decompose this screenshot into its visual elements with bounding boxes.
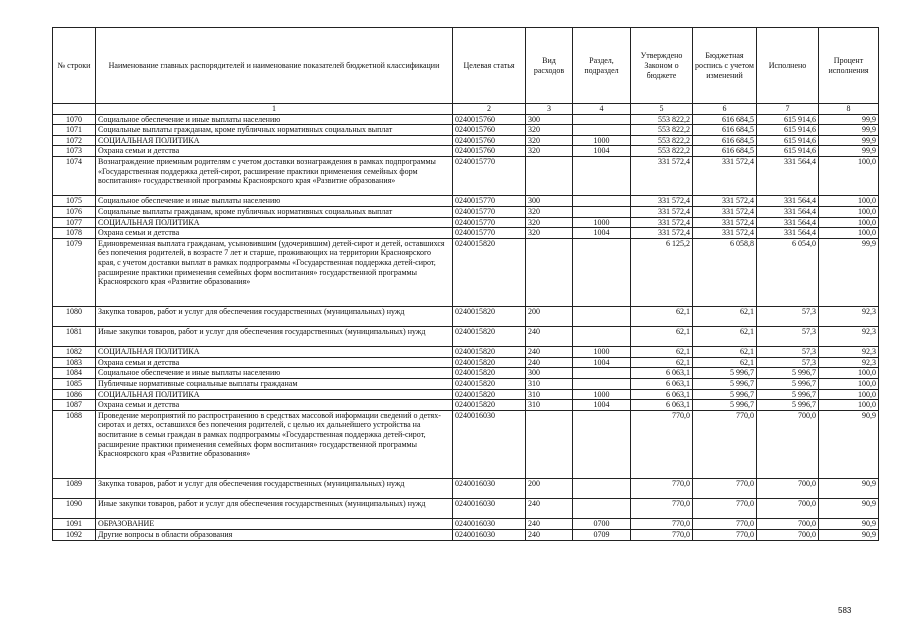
row-number: 1087 bbox=[53, 400, 96, 411]
row-name: Иные закупки товаров, работ и услуг для обеспечения государственных (муниципальных) нужд bbox=[96, 499, 453, 519]
row-executed: 6 054,0 bbox=[757, 238, 819, 306]
row-target-article: 0240015820 bbox=[453, 368, 526, 379]
row-target-article: 0240015820 bbox=[453, 400, 526, 411]
row-executed: 615 914,6 bbox=[757, 135, 819, 146]
row-section: 0709 bbox=[573, 530, 631, 541]
row-executed: 700,0 bbox=[757, 410, 819, 478]
row-section bbox=[573, 479, 631, 499]
table-row bbox=[53, 327, 879, 347]
row-percent: 90,9 bbox=[819, 519, 879, 530]
row-percent: 90,9 bbox=[819, 479, 879, 499]
row-executed: 5 996,7 bbox=[757, 389, 819, 400]
row-percent: 92,3 bbox=[819, 327, 879, 347]
row-budget-schedule: 770,0 bbox=[693, 479, 757, 499]
row-budget-schedule: 616 684,5 bbox=[693, 125, 757, 136]
row-target-article: 0240015770 bbox=[453, 217, 526, 228]
row-target-article: 0240015770 bbox=[453, 196, 526, 207]
row-target-article: 0240016030 bbox=[453, 479, 526, 499]
row-name: СОЦИАЛЬНАЯ ПОЛИТИКА bbox=[96, 347, 453, 358]
row-approved: 6 125,2 bbox=[631, 238, 693, 306]
row-approved: 331 572,4 bbox=[631, 156, 693, 195]
row-percent: 99,9 bbox=[819, 125, 879, 136]
table-row bbox=[53, 400, 879, 411]
row-approved: 6 063,1 bbox=[631, 379, 693, 390]
table-row bbox=[53, 125, 879, 136]
row-name: Охрана семьи и детства bbox=[96, 400, 453, 411]
row-target-article: 0240015820 bbox=[453, 357, 526, 368]
row-percent: 100,0 bbox=[819, 389, 879, 400]
row-expense-kind: 240 bbox=[526, 347, 573, 358]
row-name: Единовременная выплата гражданам, усыновившим (удочерившим) детей-сирот и детей, оставшихся без попечения родителей, в возрасте 7 лет и старше, проживающих на территории Красноярского края, с учетом доставки выплат в рамках подпрограммы «Государственная поддержка детей-сирот, расширение практики применения семейных форм воспитания» государственной программы Красноярского края «Развитие образования» bbox=[96, 238, 453, 306]
row-percent: 100,0 bbox=[819, 196, 879, 207]
row-target-article: 0240015760 bbox=[453, 125, 526, 136]
table-row bbox=[53, 389, 879, 400]
row-approved: 62,1 bbox=[631, 347, 693, 358]
row-section: 1000 bbox=[573, 389, 631, 400]
row-budget-schedule: 5 996,7 bbox=[693, 379, 757, 390]
row-target-article: 0240015820 bbox=[453, 327, 526, 347]
row-expense-kind: 300 bbox=[526, 114, 573, 125]
row-approved: 331 572,4 bbox=[631, 228, 693, 239]
row-name: Другие вопросы в области образования bbox=[96, 530, 453, 541]
row-executed: 700,0 bbox=[757, 519, 819, 530]
row-section bbox=[573, 156, 631, 195]
row-number: 1089 bbox=[53, 479, 96, 499]
row-budget-schedule: 5 996,7 bbox=[693, 389, 757, 400]
column-number bbox=[53, 104, 96, 115]
table-row bbox=[53, 410, 879, 478]
row-section bbox=[573, 306, 631, 326]
header-budget-schedule: Бюджетная роспись с учетом изменений bbox=[693, 28, 757, 104]
row-approved: 770,0 bbox=[631, 530, 693, 541]
row-target-article: 0240015820 bbox=[453, 389, 526, 400]
table-row bbox=[53, 206, 879, 217]
row-percent: 92,3 bbox=[819, 357, 879, 368]
row-number: 1082 bbox=[53, 347, 96, 358]
row-percent: 90,9 bbox=[819, 530, 879, 541]
row-number: 1083 bbox=[53, 357, 96, 368]
row-expense-kind: 320 bbox=[526, 206, 573, 217]
row-expense-kind: 310 bbox=[526, 379, 573, 390]
table-row bbox=[53, 379, 879, 390]
row-target-article: 0240015770 bbox=[453, 228, 526, 239]
row-name: СОЦИАЛЬНАЯ ПОЛИТИКА bbox=[96, 217, 453, 228]
row-executed: 331 564,4 bbox=[757, 196, 819, 207]
row-executed: 5 996,7 bbox=[757, 368, 819, 379]
row-approved: 770,0 bbox=[631, 410, 693, 478]
row-number: 1070 bbox=[53, 114, 96, 125]
row-expense-kind: 320 bbox=[526, 217, 573, 228]
row-number: 1092 bbox=[53, 530, 96, 541]
header-row-number: № строки bbox=[53, 28, 96, 104]
row-executed: 615 914,6 bbox=[757, 114, 819, 125]
row-target-article: 0240016030 bbox=[453, 499, 526, 519]
row-expense-kind: 240 bbox=[526, 519, 573, 530]
row-budget-schedule: 5 996,7 bbox=[693, 368, 757, 379]
row-approved: 553 822,2 bbox=[631, 114, 693, 125]
row-approved: 62,1 bbox=[631, 306, 693, 326]
row-number: 1075 bbox=[53, 196, 96, 207]
row-number: 1086 bbox=[53, 389, 96, 400]
row-section: 1004 bbox=[573, 357, 631, 368]
row-executed: 700,0 bbox=[757, 530, 819, 541]
row-target-article: 0240015820 bbox=[453, 306, 526, 326]
row-name: Социальное обеспечение и иные выплаты населению bbox=[96, 368, 453, 379]
row-section bbox=[573, 114, 631, 125]
row-section: 0700 bbox=[573, 519, 631, 530]
row-expense-kind: 320 bbox=[526, 228, 573, 239]
row-budget-schedule: 331 572,4 bbox=[693, 196, 757, 207]
row-budget-schedule: 331 572,4 bbox=[693, 206, 757, 217]
row-name: Социальные выплаты гражданам, кроме публичных нормативных социальных выплат bbox=[96, 206, 453, 217]
row-target-article: 0240016030 bbox=[453, 519, 526, 530]
table-row bbox=[53, 347, 879, 358]
row-percent: 90,9 bbox=[819, 410, 879, 478]
row-executed: 615 914,6 bbox=[757, 125, 819, 136]
row-expense-kind: 240 bbox=[526, 357, 573, 368]
row-target-article: 0240015770 bbox=[453, 156, 526, 195]
table-header-row bbox=[53, 28, 879, 104]
row-name: Иные закупки товаров, работ и услуг для обеспечения государственных (муниципальных) нужд bbox=[96, 327, 453, 347]
row-percent: 99,9 bbox=[819, 146, 879, 157]
table-row bbox=[53, 238, 879, 306]
row-expense-kind bbox=[526, 410, 573, 478]
row-percent: 90,9 bbox=[819, 499, 879, 519]
row-percent: 100,0 bbox=[819, 379, 879, 390]
row-approved: 6 063,1 bbox=[631, 368, 693, 379]
row-section bbox=[573, 410, 631, 478]
row-name: Охрана семьи и детства bbox=[96, 357, 453, 368]
row-approved: 770,0 bbox=[631, 519, 693, 530]
row-budget-schedule: 62,1 bbox=[693, 306, 757, 326]
row-target-article: 0240015820 bbox=[453, 347, 526, 358]
table-body bbox=[53, 114, 879, 540]
row-expense-kind: 310 bbox=[526, 389, 573, 400]
row-target-article: 0240015820 bbox=[453, 238, 526, 306]
row-percent: 100,0 bbox=[819, 400, 879, 411]
row-expense-kind: 200 bbox=[526, 306, 573, 326]
row-expense-kind: 200 bbox=[526, 479, 573, 499]
row-section bbox=[573, 125, 631, 136]
row-executed: 57,3 bbox=[757, 357, 819, 368]
row-executed: 700,0 bbox=[757, 499, 819, 519]
column-number: 8 bbox=[819, 104, 879, 115]
row-number: 1072 bbox=[53, 135, 96, 146]
row-name: Социальное обеспечение и иные выплаты населению bbox=[96, 114, 453, 125]
row-percent: 100,0 bbox=[819, 217, 879, 228]
row-name: Социальные выплаты гражданам, кроме публичных нормативных социальных выплат bbox=[96, 125, 453, 136]
page-number: 583 bbox=[838, 606, 852, 615]
row-target-article: 0240016030 bbox=[453, 410, 526, 478]
row-approved: 6 063,1 bbox=[631, 389, 693, 400]
table-row bbox=[53, 135, 879, 146]
row-section bbox=[573, 206, 631, 217]
row-budget-schedule: 616 684,5 bbox=[693, 146, 757, 157]
row-name: Социальное обеспечение и иные выплаты населению bbox=[96, 196, 453, 207]
row-percent: 100,0 bbox=[819, 228, 879, 239]
row-name: Охрана семьи и детства bbox=[96, 146, 453, 157]
row-budget-schedule: 331 572,4 bbox=[693, 217, 757, 228]
row-executed: 700,0 bbox=[757, 479, 819, 499]
row-expense-kind: 320 bbox=[526, 125, 573, 136]
row-budget-schedule: 770,0 bbox=[693, 530, 757, 541]
row-approved: 6 063,1 bbox=[631, 400, 693, 411]
row-expense-kind: 240 bbox=[526, 530, 573, 541]
row-target-article: 0240016030 bbox=[453, 530, 526, 541]
column-number: 2 bbox=[453, 104, 526, 115]
header-executed: Исполнено bbox=[757, 28, 819, 104]
row-number: 1074 bbox=[53, 156, 96, 195]
row-target-article: 0240015760 bbox=[453, 146, 526, 157]
table-row bbox=[53, 357, 879, 368]
row-number: 1081 bbox=[53, 327, 96, 347]
row-approved: 331 572,4 bbox=[631, 196, 693, 207]
table-row bbox=[53, 217, 879, 228]
row-expense-kind: 240 bbox=[526, 327, 573, 347]
row-expense-kind: 300 bbox=[526, 196, 573, 207]
row-name: Закупка товаров, работ и услуг для обеспечения государственных (муниципальных) нужд bbox=[96, 306, 453, 326]
column-number: 3 bbox=[526, 104, 573, 115]
column-number: 1 bbox=[96, 104, 453, 115]
header-approved: Утверждено Законом о бюджете bbox=[631, 28, 693, 104]
row-budget-schedule: 616 684,5 bbox=[693, 135, 757, 146]
row-section bbox=[573, 327, 631, 347]
row-budget-schedule: 770,0 bbox=[693, 519, 757, 530]
table-row bbox=[53, 156, 879, 195]
row-executed: 5 996,7 bbox=[757, 379, 819, 390]
row-executed: 615 914,6 bbox=[757, 146, 819, 157]
column-number: 4 bbox=[573, 104, 631, 115]
row-section: 1004 bbox=[573, 228, 631, 239]
row-name: Публичные нормативные социальные выплаты гражданам bbox=[96, 379, 453, 390]
row-name: Охрана семьи и детства bbox=[96, 228, 453, 239]
row-expense-kind bbox=[526, 156, 573, 195]
row-section bbox=[573, 499, 631, 519]
row-executed: 331 564,4 bbox=[757, 228, 819, 239]
row-section bbox=[573, 238, 631, 306]
header-target-article: Целевая статья bbox=[453, 28, 526, 104]
row-executed: 331 564,4 bbox=[757, 217, 819, 228]
row-name: Проведение мероприятий по распространению в средствах массовой информации сведений о детях-сиротах и детях, оставшихся без попечения родителей, с целью их дальнейшего устройства на воспитание в семьи граждан в рамках подпрограммы «Государственная поддержка детей-сирот, расширение практики применения семейных форм воспитания» государственной программы Красноярского края «Развитие образования» bbox=[96, 410, 453, 478]
row-section: 1000 bbox=[573, 217, 631, 228]
table-row bbox=[53, 114, 879, 125]
row-percent: 99,9 bbox=[819, 114, 879, 125]
row-section: 1000 bbox=[573, 347, 631, 358]
row-number: 1076 bbox=[53, 206, 96, 217]
table-row bbox=[53, 499, 879, 519]
row-approved: 553 822,2 bbox=[631, 125, 693, 136]
row-budget-schedule: 62,1 bbox=[693, 327, 757, 347]
column-number: 5 bbox=[631, 104, 693, 115]
row-percent: 100,0 bbox=[819, 368, 879, 379]
row-section: 1004 bbox=[573, 400, 631, 411]
row-name: СОЦИАЛЬНАЯ ПОЛИТИКА bbox=[96, 135, 453, 146]
table-row bbox=[53, 146, 879, 157]
row-number: 1078 bbox=[53, 228, 96, 239]
row-percent: 92,3 bbox=[819, 347, 879, 358]
row-name: Закупка товаров, работ и услуг для обеспечения государственных (муниципальных) нужд bbox=[96, 479, 453, 499]
row-percent: 100,0 bbox=[819, 156, 879, 195]
row-target-article: 0240015770 bbox=[453, 206, 526, 217]
row-number: 1080 bbox=[53, 306, 96, 326]
row-budget-schedule: 5 996,7 bbox=[693, 400, 757, 411]
row-approved: 62,1 bbox=[631, 357, 693, 368]
row-budget-schedule: 770,0 bbox=[693, 410, 757, 478]
row-executed: 5 996,7 bbox=[757, 400, 819, 411]
row-expense-kind bbox=[526, 238, 573, 306]
row-approved: 770,0 bbox=[631, 499, 693, 519]
row-target-article: 0240015760 bbox=[453, 135, 526, 146]
row-approved: 331 572,4 bbox=[631, 206, 693, 217]
header-percent: Процент исполнения bbox=[819, 28, 879, 104]
row-percent: 99,9 bbox=[819, 135, 879, 146]
row-budget-schedule: 62,1 bbox=[693, 347, 757, 358]
budget-execution-table bbox=[52, 27, 879, 541]
table-row bbox=[53, 228, 879, 239]
header-expense-kind: Вид расходов bbox=[526, 28, 573, 104]
row-number: 1085 bbox=[53, 379, 96, 390]
row-budget-schedule: 770,0 bbox=[693, 499, 757, 519]
row-approved: 553 822,2 bbox=[631, 146, 693, 157]
row-target-article: 0240015820 bbox=[453, 379, 526, 390]
table-row bbox=[53, 196, 879, 207]
row-section: 1004 bbox=[573, 146, 631, 157]
row-number: 1071 bbox=[53, 125, 96, 136]
row-budget-schedule: 616 684,5 bbox=[693, 114, 757, 125]
column-number-row bbox=[53, 104, 879, 115]
row-section bbox=[573, 196, 631, 207]
row-number: 1090 bbox=[53, 499, 96, 519]
row-expense-kind: 320 bbox=[526, 146, 573, 157]
row-number: 1073 bbox=[53, 146, 96, 157]
table-row bbox=[53, 479, 879, 499]
row-executed: 331 564,4 bbox=[757, 156, 819, 195]
row-approved: 770,0 bbox=[631, 479, 693, 499]
table-row bbox=[53, 368, 879, 379]
column-number: 6 bbox=[693, 104, 757, 115]
table-row bbox=[53, 306, 879, 326]
row-percent: 92,3 bbox=[819, 306, 879, 326]
row-expense-kind: 240 bbox=[526, 499, 573, 519]
row-executed: 57,3 bbox=[757, 347, 819, 358]
row-executed: 331 564,4 bbox=[757, 206, 819, 217]
row-section: 1000 bbox=[573, 135, 631, 146]
row-number: 1084 bbox=[53, 368, 96, 379]
row-approved: 553 822,2 bbox=[631, 135, 693, 146]
header-section: Раздел, подраздел bbox=[573, 28, 631, 104]
row-number: 1079 bbox=[53, 238, 96, 306]
row-number: 1091 bbox=[53, 519, 96, 530]
row-number: 1077 bbox=[53, 217, 96, 228]
row-target-article: 0240015760 bbox=[453, 114, 526, 125]
row-section bbox=[573, 368, 631, 379]
row-name: ОБРАЗОВАНИЕ bbox=[96, 519, 453, 530]
row-section bbox=[573, 379, 631, 390]
row-number: 1088 bbox=[53, 410, 96, 478]
row-budget-schedule: 62,1 bbox=[693, 357, 757, 368]
table-row bbox=[53, 530, 879, 541]
row-expense-kind: 320 bbox=[526, 135, 573, 146]
table-row bbox=[53, 519, 879, 530]
row-name: Вознаграждение приемным родителям с учетом доставки вознаграждения в рамках подпрограммы «Государственная поддержка детей-сирот, расширение практики применения семейных форм воспитания» государственной программы Красноярского края «Развитие образования» bbox=[96, 156, 453, 195]
row-budget-schedule: 331 572,4 bbox=[693, 156, 757, 195]
row-approved: 62,1 bbox=[631, 327, 693, 347]
header-name: Наименование главных распорядителей и наименование показателей бюджетной классификации bbox=[96, 28, 453, 104]
row-percent: 99,9 bbox=[819, 238, 879, 306]
row-executed: 57,3 bbox=[757, 327, 819, 347]
row-approved: 331 572,4 bbox=[631, 217, 693, 228]
row-percent: 100,0 bbox=[819, 206, 879, 217]
row-executed: 57,3 bbox=[757, 306, 819, 326]
column-number: 7 bbox=[757, 104, 819, 115]
row-expense-kind: 310 bbox=[526, 400, 573, 411]
row-expense-kind: 300 bbox=[526, 368, 573, 379]
row-budget-schedule: 331 572,4 bbox=[693, 228, 757, 239]
row-name: СОЦИАЛЬНАЯ ПОЛИТИКА bbox=[96, 389, 453, 400]
row-budget-schedule: 6 058,8 bbox=[693, 238, 757, 306]
